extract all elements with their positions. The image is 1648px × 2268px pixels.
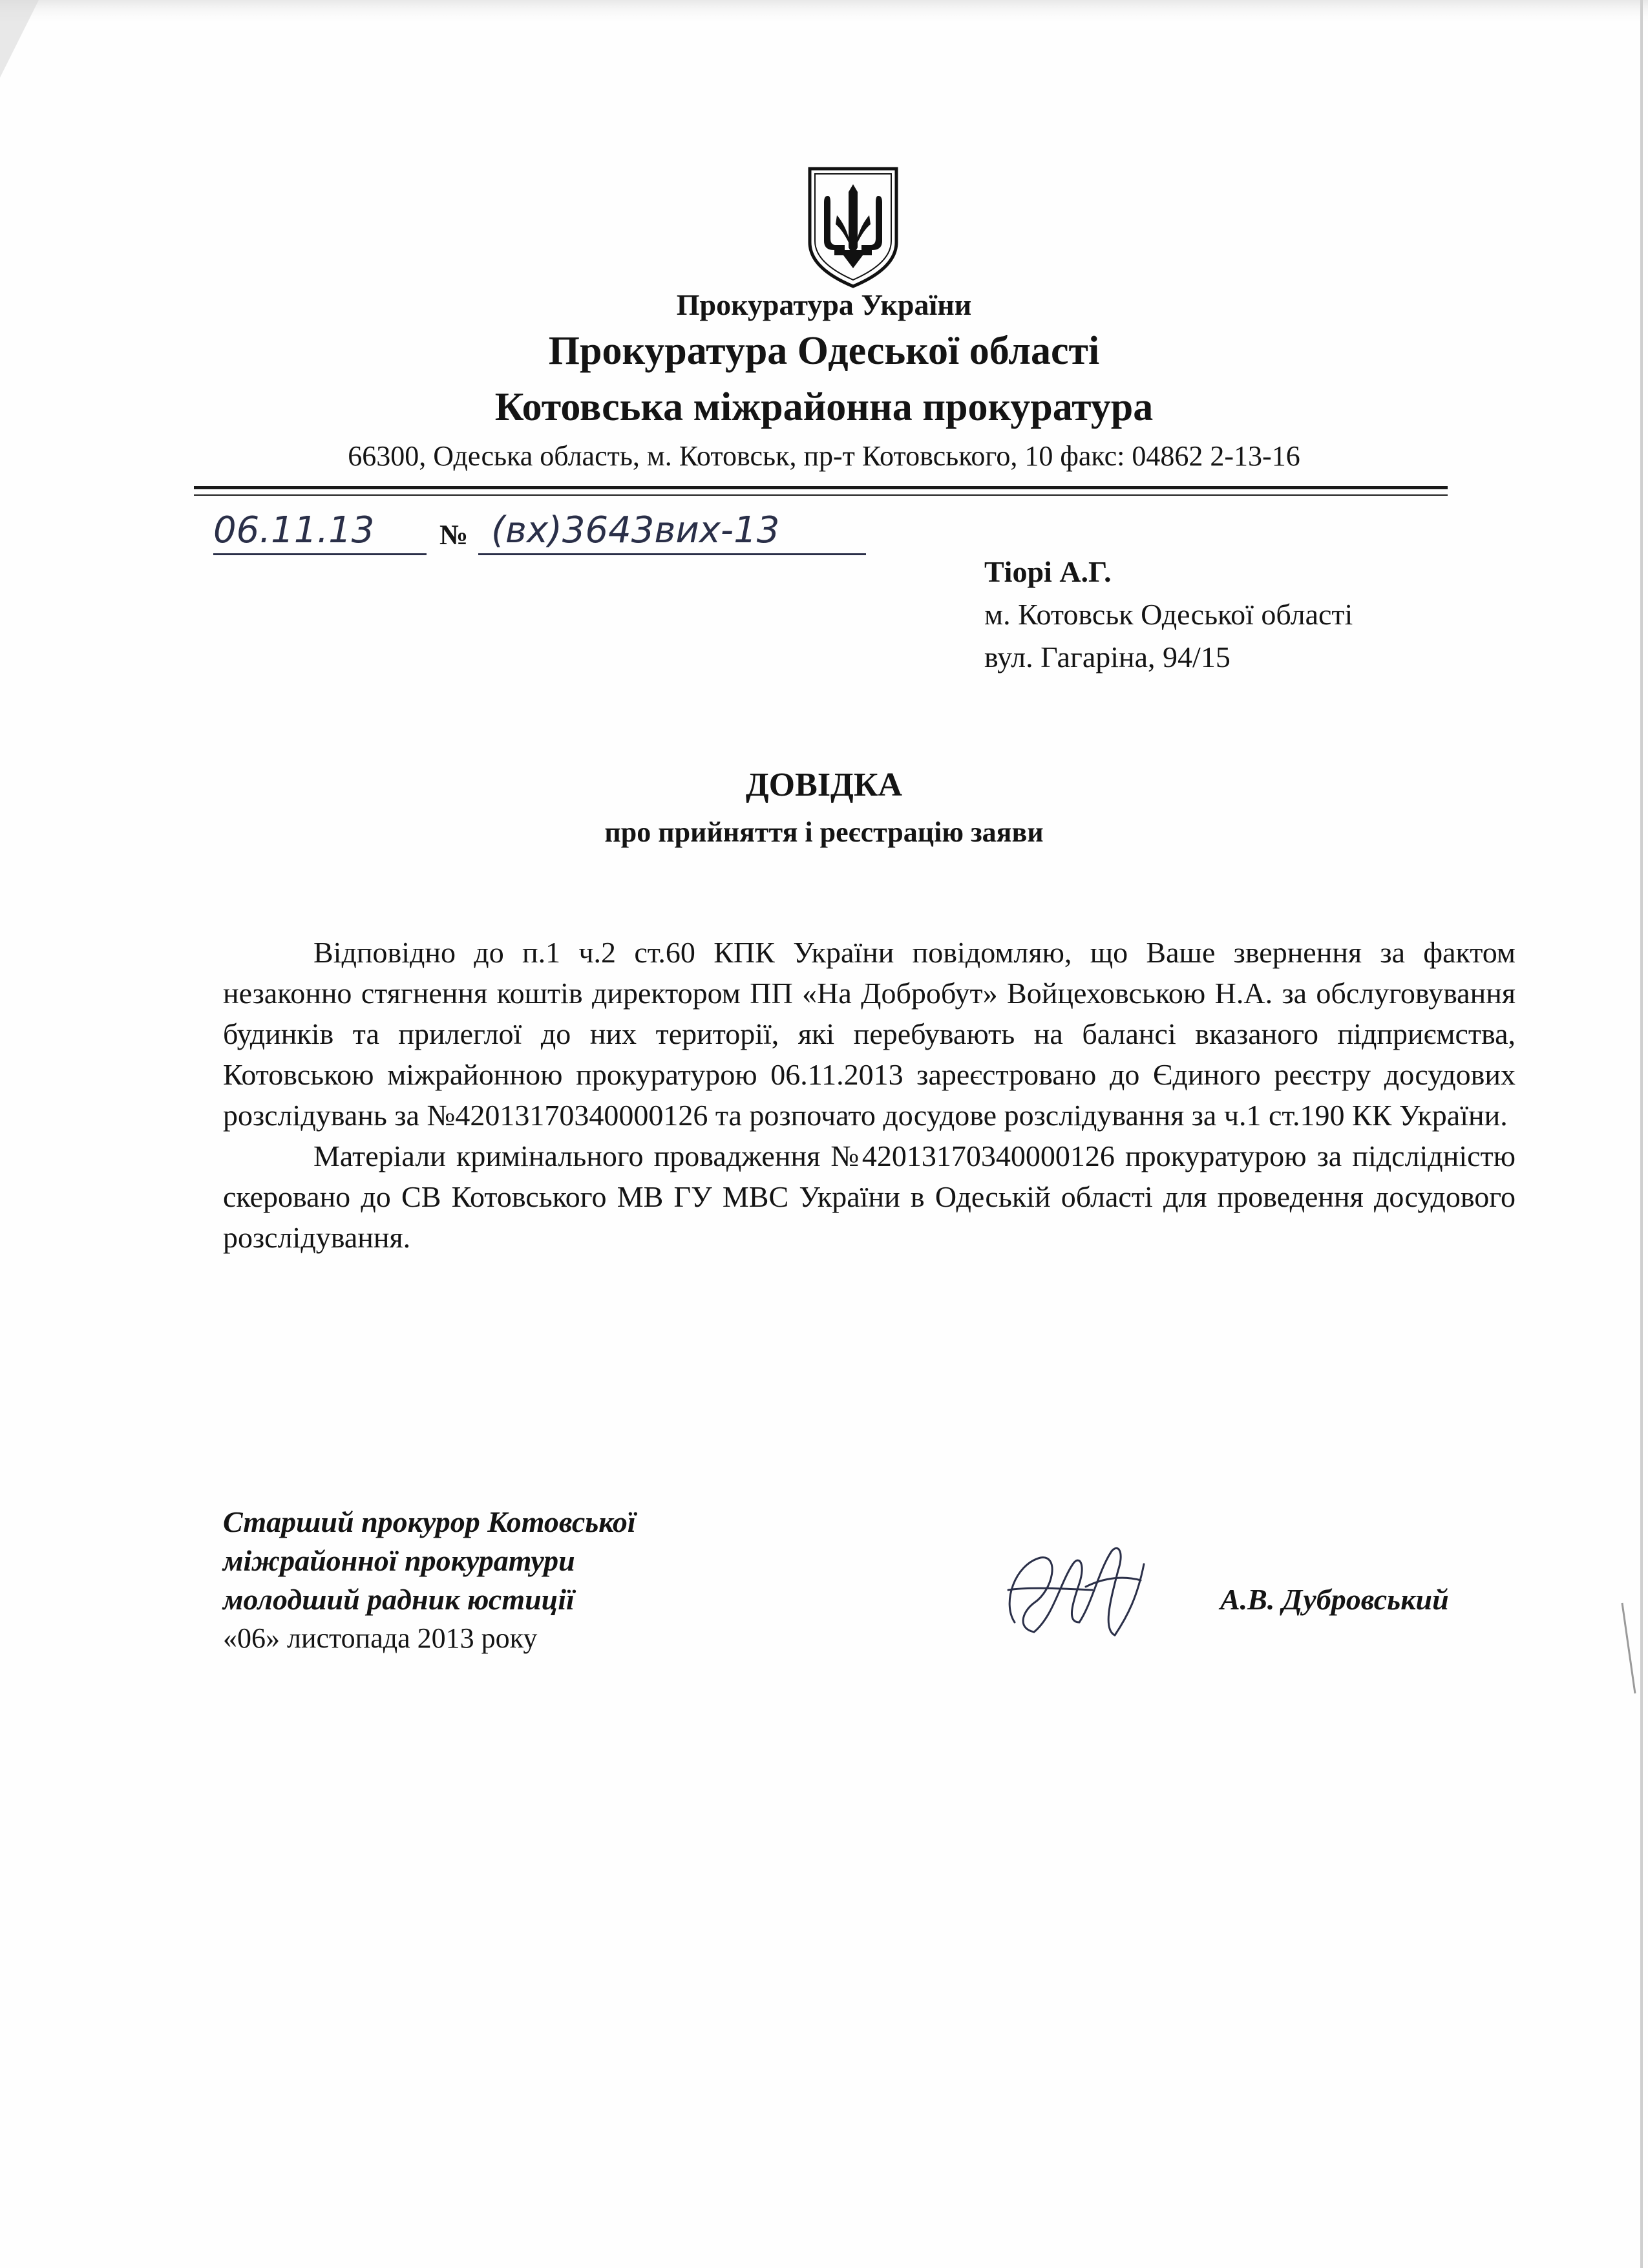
- registration-date: 06.11.13: [213, 509, 375, 551]
- signer-role-line-2: міжрайонної прокуратури: [223, 1544, 575, 1577]
- signer-name: А.В. Дубровський: [1220, 1583, 1449, 1616]
- document-body: [223, 932, 1516, 1258]
- body-paragraph-1: Відповідно до п.1 ч.2 ст.60 КПК України повідомляю, що Ваше звернення за фактом незаконно стягнення коштів директором ПП «На Добробут» Войцеховською Н.А. за обслуговування будинків та прилеглої до них території, які перебувають на балансі вказаного підприємства, Котовською міжрайонною прокуратурою 06.11.2013 зареєстровано до Єдиного реєстру досудових розслідувань за №42013170340000126 та розпочато досудове розслідування за ч.1 ст.190 КК України.: [223, 936, 1516, 1132]
- org-line-3: Котовська міжрайонна прокуратура: [494, 385, 1154, 429]
- body-paragraph-2: Матеріали кримінального провадження №42013170340000126 прокуратурою за підслідністю скеровано до СВ Котовського МВ ГУ МВС України в Одеській області для проведення досудового розслідування.: [223, 1139, 1516, 1254]
- recipient-city: м. Котовськ Одеської області: [984, 598, 1353, 631]
- recipient-name: Тіорі А.Г.: [984, 555, 1112, 588]
- header-rule-thin: [194, 494, 1448, 496]
- org-address: 66300, Одеська область, м. Котовськ, пр-т Котовського, 10 факс: 04862 2-13-16: [348, 440, 1300, 472]
- registration-number: (вх)3643вих-13: [491, 509, 780, 551]
- document-subtitle: про прийняття і реєстрацію заяви: [604, 816, 1044, 848]
- recipient-block: [984, 551, 1353, 679]
- signer-block: [223, 1503, 636, 1658]
- signing-date: «06» листопада 2013 року: [223, 1622, 538, 1654]
- trident-coat-of-arms-icon: [805, 165, 902, 289]
- number-sign: №: [439, 519, 469, 551]
- date-underline: [213, 553, 427, 555]
- header-rule-thick: [194, 486, 1448, 489]
- recipient-street: вул. Гагаріна, 94/15: [984, 641, 1231, 673]
- signer-role-line-3: молодший радник юстиції: [223, 1583, 575, 1616]
- signer-role-line-1: Старший прокурор Котовської: [223, 1505, 636, 1538]
- number-underline: [478, 553, 866, 555]
- org-line-1: Прокуратура України: [676, 288, 972, 321]
- document-title: ДОВІДКА: [745, 767, 903, 803]
- org-line-2: Прокуратура Одеської області: [548, 329, 1100, 373]
- handwritten-signature-icon: [989, 1525, 1163, 1655]
